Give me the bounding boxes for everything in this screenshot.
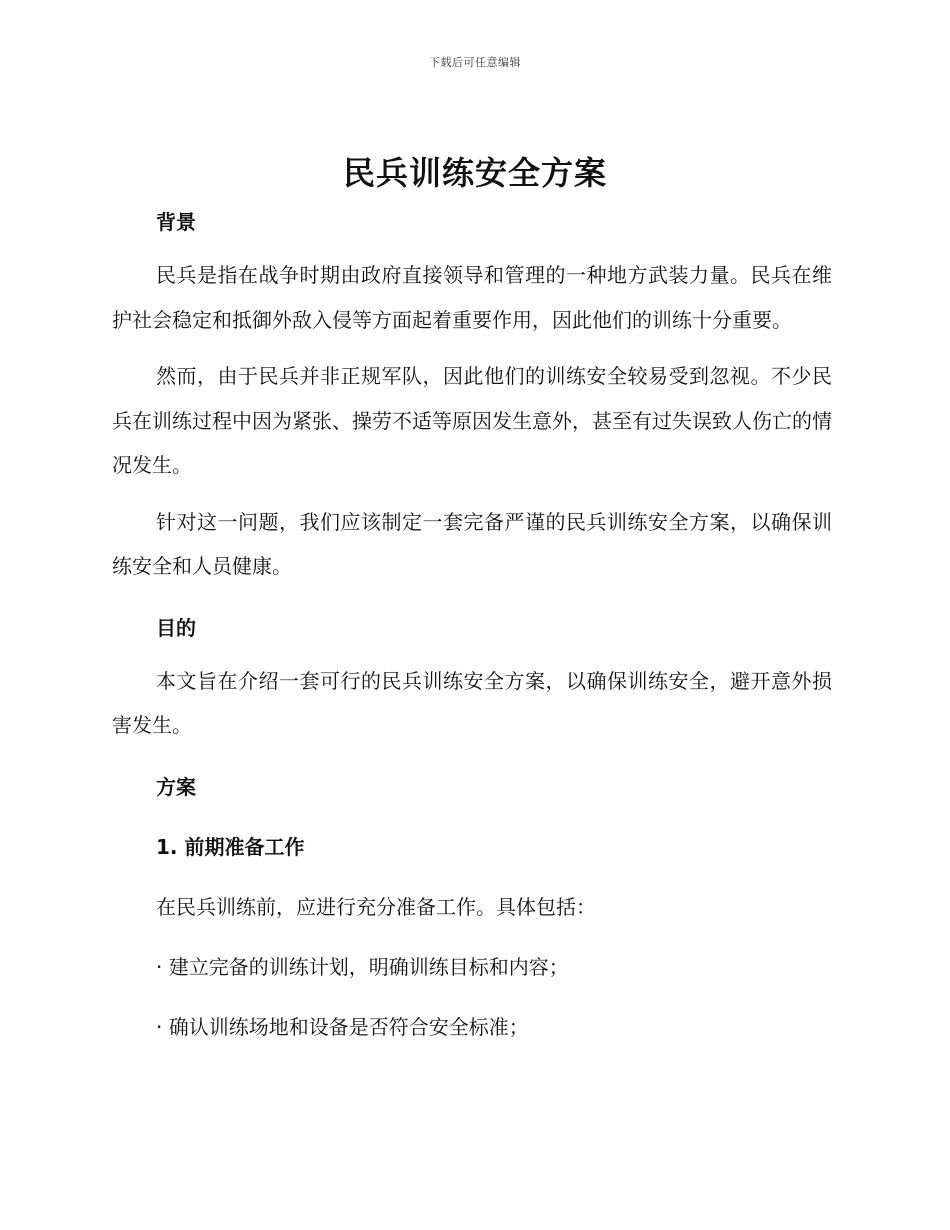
background-heading: 背景 (156, 210, 196, 234)
document-body (112, 203, 832, 1046)
document-title: 民兵训练安全方案 (342, 154, 607, 192)
header-note: 下载后可任意编辑 (429, 56, 521, 69)
purpose-paragraph: 本文旨在介绍一套可行的民兵训练安全方案，以确保训练安全，避开意外损害发生。 (112, 668, 832, 737)
background-paragraph-2: 然而，由于民兵并非正规军队，因此他们的训练安全较易受到忽视。不少民兵在训练过程中因为紧张、操劳不适等原因发生意外，甚至有过失误致人伤亡的情况发生。 (112, 364, 832, 477)
plan-sub1-intro: 在民兵训练前，应进行充分准备工作。具体包括： (156, 894, 596, 919)
list-item: · 确认训练场地和设备是否符合安全标准； (156, 1014, 529, 1039)
list-item: · 建立完备的训练计划，明确训练目标和内容； (156, 954, 569, 979)
plan-subheading-1: 1. 前期准备工作 (156, 834, 305, 859)
background-paragraph-3: 针对这一问题，我们应该制定一套完备严谨的民兵训练安全方案，以确保训练安全和人员健康。 (112, 509, 832, 578)
background-paragraph-1: 民兵是指在战争时期由政府直接领导和管理的一种地方武装力量。民兵在维护社会稳定和抵御外敌入侵等方面起着重要作用，因此他们的训练十分重要。 (112, 263, 832, 332)
plan-heading: 方案 (156, 774, 196, 799)
purpose-heading: 目的 (156, 615, 196, 640)
